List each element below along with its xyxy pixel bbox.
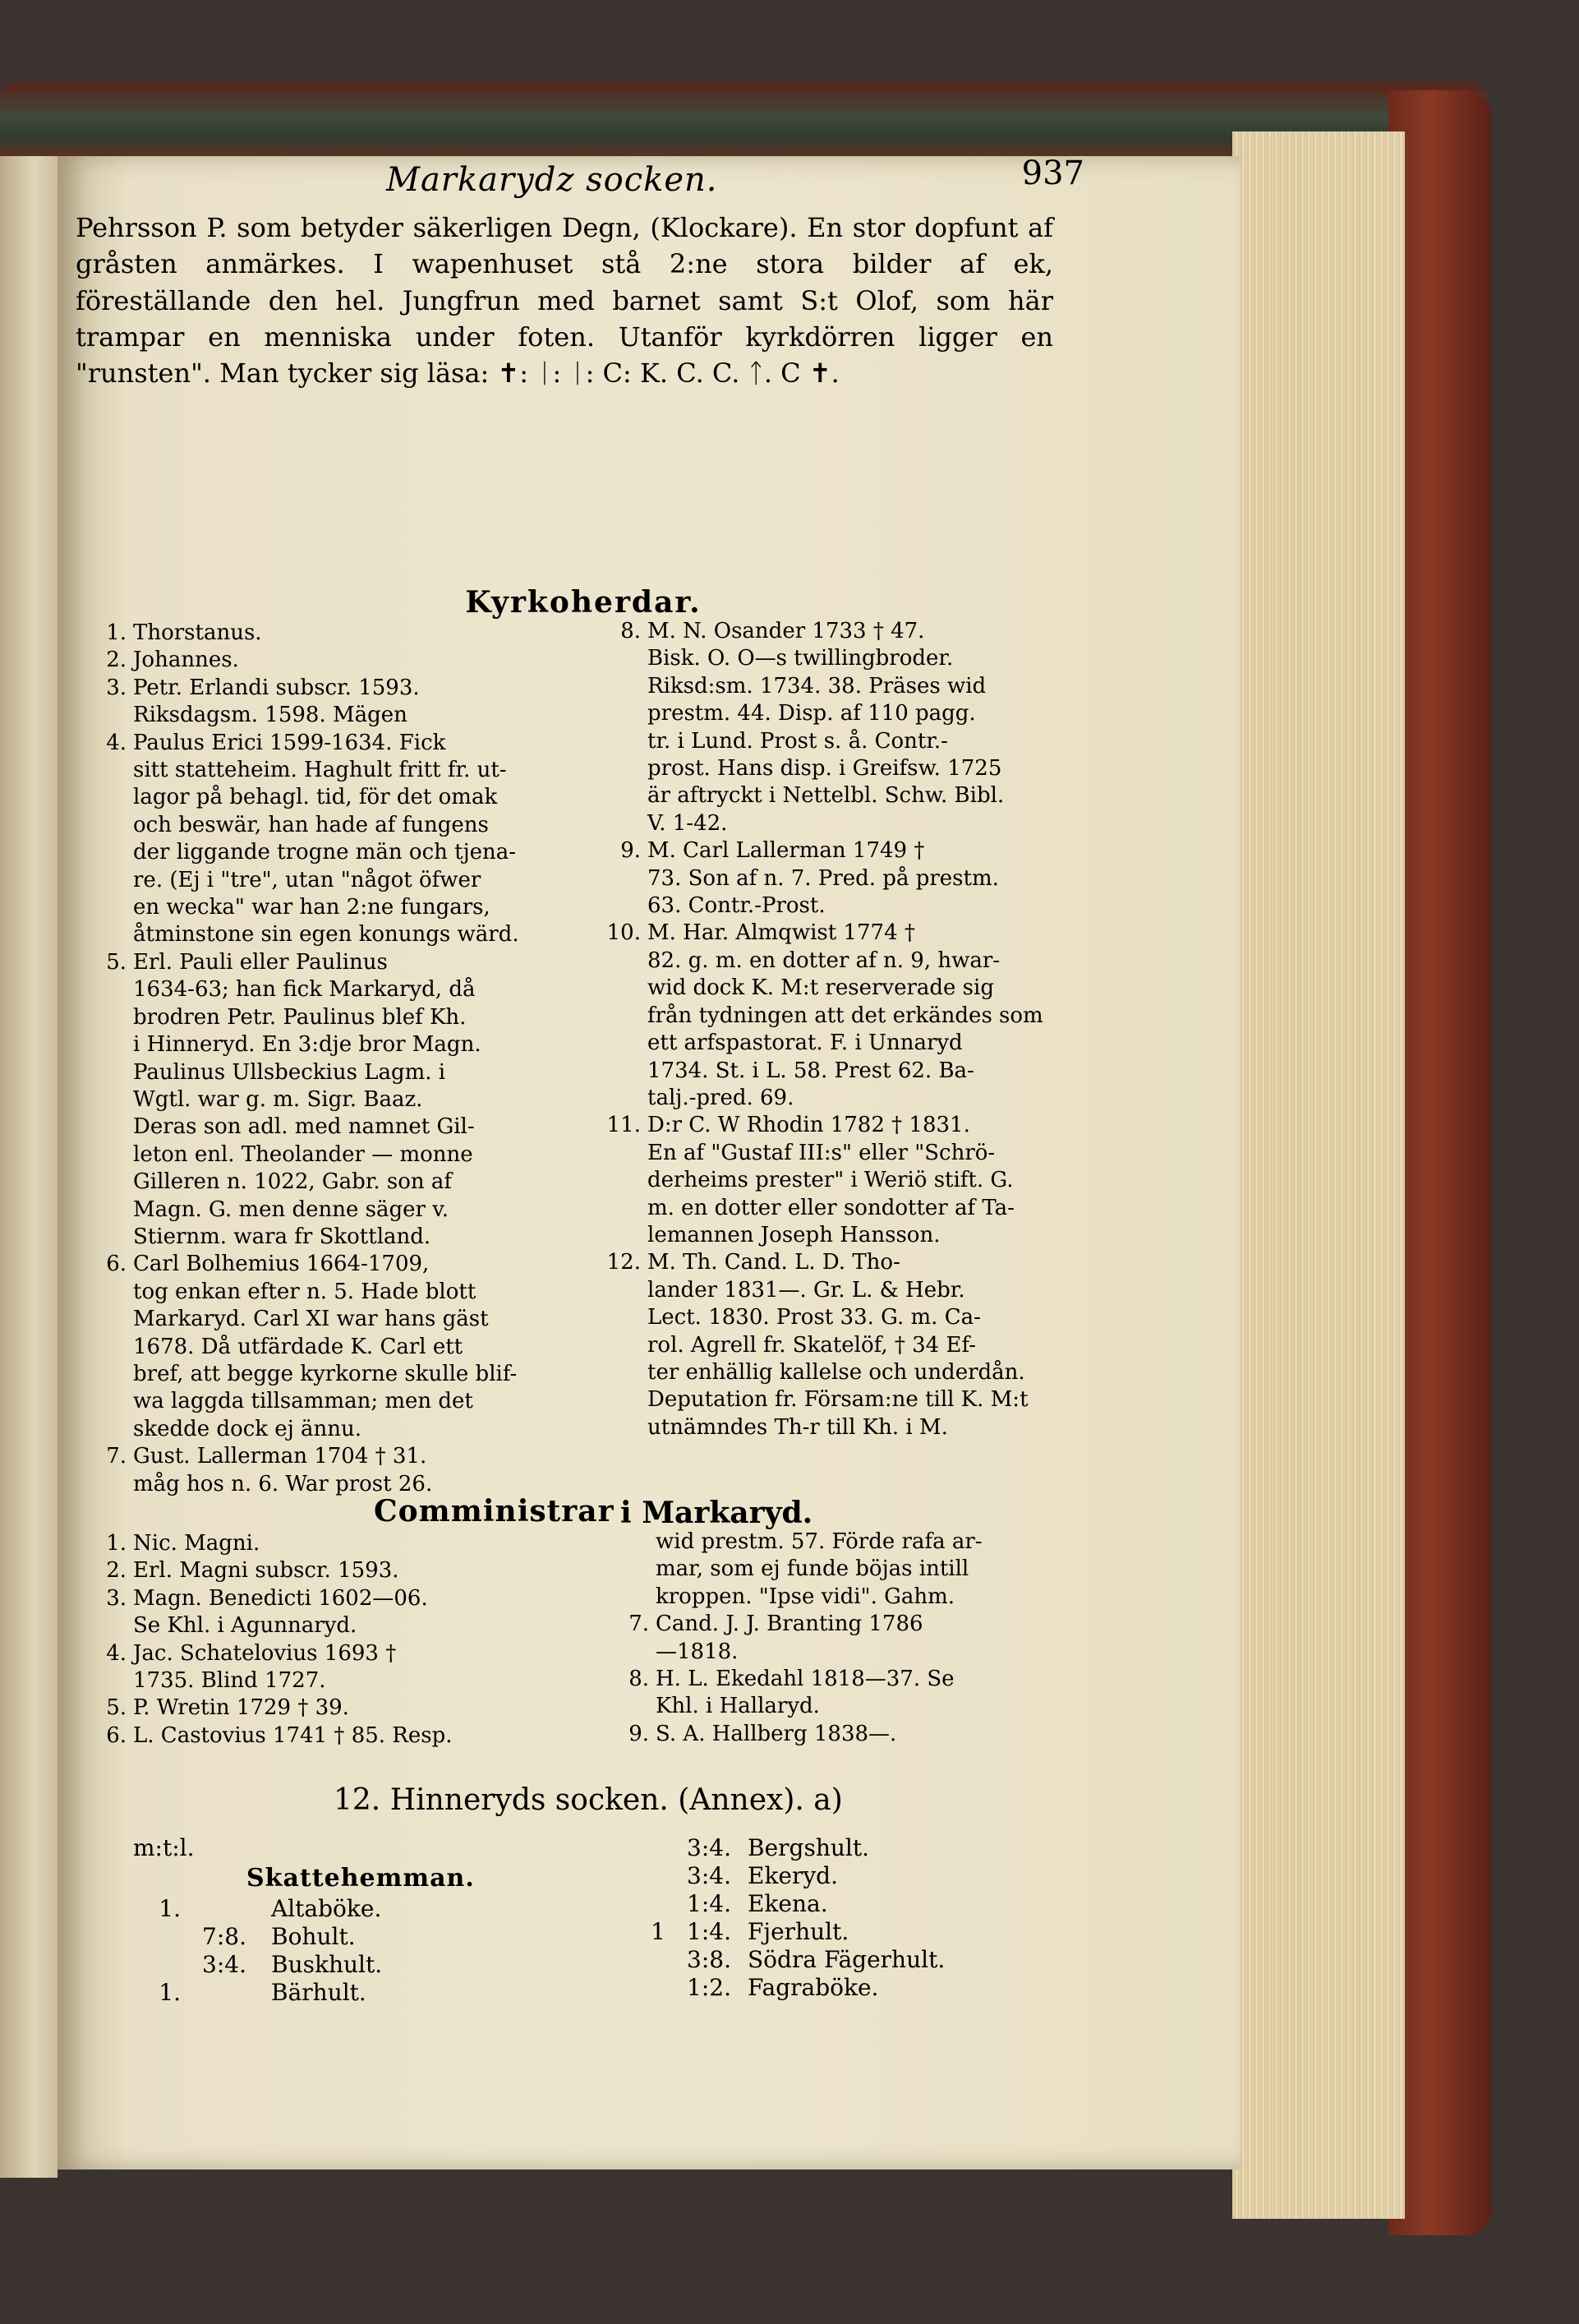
farm-name: Altaböke. xyxy=(271,1895,382,1922)
entry-text: M. Th. Cand. L. D. Tho- lander 1831—. Gr. L. & Hebr. Lect. 1830. Prost 33. G. m. Ca- rol. Agrell fr. Skatelöf, † 34 Ef- ter enhällig kallelse och underdån. Deputation fr. Försam:ne till K. M:t utnämndes Th-r till Kh. i M. xyxy=(647,1250,1029,1440)
entry xyxy=(106,1640,575,1695)
entry-text: Johannes. xyxy=(133,648,239,673)
entry-text: P. Wretin 1729 † 39. xyxy=(133,1695,349,1721)
entry-number: 2. xyxy=(106,648,127,673)
entry-text: Jac. Schatelovius 1693 † 1735. Blind 1727. xyxy=(133,1640,397,1694)
entry xyxy=(106,1251,575,1443)
entry-number: 4. xyxy=(106,1640,127,1666)
farm-row xyxy=(641,1946,1068,1974)
entry xyxy=(606,1249,1076,1441)
farm-row xyxy=(641,1974,1068,2002)
farm-name: Ekeryd. xyxy=(748,1862,839,1889)
entry-number: 9. xyxy=(620,838,641,864)
entry xyxy=(620,618,1076,837)
entry-number: 7. xyxy=(628,1612,649,1637)
skattehemman-heading: Skattehemman. xyxy=(246,1864,475,1893)
entry-number: 5. xyxy=(106,949,127,975)
entry-number: 8. xyxy=(620,619,641,643)
entry-text: M. N. Osander 1733 † 47. Bisk. O. O—s twillingbroder. Riksd:sm. 1734. 38. Präses wid prestm. 44. Disp. af 110 pagg. tr. i Lund. Prost s. å. Contr.- prost. Hans disp. i Greifsw. 1725 är aftryckt i Nettelbl. Schw. Bibl. V. 1-42. xyxy=(647,619,1005,836)
farm-name: Fagraböke. xyxy=(748,1974,879,2001)
farm-mantal-b: 1:2. xyxy=(687,1974,731,2001)
farm-row xyxy=(641,1918,1068,1946)
entry-text: wid prestm. 57. Förde rafa ar- mar, som ej funde böjas intill kroppen. "Ipse vidi". Gahm. xyxy=(656,1529,983,1609)
entry-number: 4. xyxy=(106,730,127,755)
entry-number: 12. xyxy=(606,1250,641,1275)
entry xyxy=(656,1529,1075,1611)
entry xyxy=(628,1721,1075,1748)
farm-list-right xyxy=(641,1834,1068,2002)
entry xyxy=(628,1666,1075,1721)
entry-text: Petr. Erlandi subscr. 1593. Riksdagsm. 1598. Mägen xyxy=(133,675,420,728)
entry-text: M. Har. Almqwist 1774 † 82. g. m. en dotter af n. 9, hwar- wid dock K. M:t reserverade sig från tydningen att det erkändes som ett arfspastorat. F. i Unnaryd 1734. St. i L. 58. Prest 62. Ba- talj.-pred. 69. xyxy=(647,920,1043,1110)
farm-mantal-b: 3:8. xyxy=(687,1946,731,1973)
entry xyxy=(106,1695,575,1722)
farm-mantal-b: 1:4. xyxy=(687,1890,731,1917)
entry-text: L. Castovius 1741 † 85. Resp. xyxy=(133,1722,453,1748)
comministrar-left-column xyxy=(106,1530,575,1750)
entry xyxy=(106,647,575,674)
entry-number: 1. xyxy=(106,620,127,645)
entry xyxy=(628,1611,1075,1666)
farm-mantal-b: 3:4. xyxy=(687,1862,731,1889)
farm-mantal-a: 1 xyxy=(651,1918,665,1945)
farm-name: Södra Fägerhult. xyxy=(748,1946,946,1973)
comministrar-heading-tail: i Markaryd. xyxy=(620,1496,813,1530)
kyrkoherdar-right-column xyxy=(606,618,1076,1441)
entry-number: 6. xyxy=(106,1252,127,1277)
farm-name: Bärhult. xyxy=(271,1979,366,2006)
entry-number: 8. xyxy=(628,1667,649,1692)
entry-text: Carl Bolhemius 1664-1709, tog enkan efter n. 5. Hade blott Markaryd. Carl XI war hans gäst 1678. Då utfärdade K. Carl ett bref, att begge kyrkorne skulle blif- wa laggda tillsamman; men det skedde dock ej ännu. xyxy=(133,1252,518,1441)
entry-text: Erl. Pauli eller Paulinus 1634-63; han fick Markaryd, då brodren Petr. Paulinus blef Kh. i Hinneryd. En 3:dje bror Magn. Paulinus Ullsbeckius Lagm. i Wgtl. war g. m. Sigr. Baaz. Deras son adl. med namnet Gil- leton enl. Theolander — monne Gilleren n. 1022, Gabr. son af Magn. G. men denne säger v. Stiernm. wara fr Skottland. xyxy=(133,949,481,1249)
page-number: 937 xyxy=(1021,154,1084,192)
entry xyxy=(106,1722,575,1750)
entry-number: 3. xyxy=(106,675,127,700)
page-title: Markarydz socken. xyxy=(386,161,718,199)
entry-text: Nic. Magni. xyxy=(133,1531,260,1556)
entry-number: 1. xyxy=(106,1531,127,1556)
comministrar-heading: Comministrar xyxy=(374,1494,615,1529)
entry-number: 7. xyxy=(106,1444,127,1469)
section-heading-kyrkoherdar: Kyrkoherdar. xyxy=(465,585,702,620)
farm-row xyxy=(641,1890,1068,1918)
running-header xyxy=(345,154,1084,210)
page-edges xyxy=(1232,131,1405,2219)
entry-text: S. A. Hallberg 1838—. xyxy=(656,1721,897,1746)
farm-name: Buskhult. xyxy=(271,1951,383,1978)
farm-mantal-a: 1. xyxy=(159,1979,181,2006)
entry-text: M. Carl Lallerman 1749 † 73. Son af n. 7. Pred. på prestm. 63. Contr.-Prost. xyxy=(647,838,999,919)
entry-number: 11. xyxy=(606,1113,641,1138)
farm-mantal-b: 3:4. xyxy=(202,1951,246,1978)
entry-text: Cand. J. J. Branting 1786 —1818. xyxy=(656,1612,923,1664)
farm-mantal-b: 1:4. xyxy=(687,1918,731,1945)
entry-number: 5. xyxy=(106,1695,127,1721)
farm-list-left xyxy=(156,1895,452,2007)
entry-number: 2. xyxy=(106,1558,127,1584)
entry xyxy=(620,837,1076,920)
entry-text: Paulus Erici 1599-1634. Fick sitt statteheim. Haghult fritt fr. ut- lagor på behagl. tid, för det omak och beswär, han hade af fungens der liggande trogne män och tjena- re. (Ej i "tre", utan "något öfwer en wecka" war han 2:ne fungars, åtminstone sin egen konungs wärd. xyxy=(133,730,519,948)
intro-paragraph: Pehrsson P. som betyder säkerligen Degn, (Klockare). En stor dopfunt af gråsten anmärkes. I wapenhuset stå 2:ne stora bilder af ek, föreställande den hel. Jungfrun med barnet samt S:t Olof, som här trampar en menniska under foten. Utanför kyrkdörren ligger en "runsten". Man tycker sig läsa: ✝: ᛁ: ᛁ: C: K. C. C. ᛏ. C ✝. xyxy=(76,212,1053,390)
entry-number: 10. xyxy=(606,920,641,946)
farm-name: Ekena. xyxy=(748,1890,828,1917)
facing-page-edge xyxy=(0,156,58,2178)
entry-text: H. L. Ekedahl 1818—37. Se Khl. i Hallaryd. xyxy=(656,1667,955,1719)
farm-row xyxy=(641,1834,1068,1862)
farm-mantal-b: 3:4. xyxy=(687,1834,731,1861)
entry xyxy=(106,730,575,949)
farm-row xyxy=(156,1895,452,1923)
farm-name: Bohult. xyxy=(271,1923,356,1950)
entry-text: Gust. Lallerman 1704 † 31. måg hos n. 6. War prost 26. xyxy=(133,1444,433,1496)
entry xyxy=(106,675,575,730)
entry xyxy=(106,1557,575,1584)
section-12-heading: 12. Hinneryds socken. (Annex). a) xyxy=(334,1783,843,1817)
entry-text: Thorstanus. xyxy=(133,620,262,645)
entry-number: 3. xyxy=(106,1585,127,1611)
farm-name: Fjerhult. xyxy=(748,1918,849,1945)
comministrar-right-column xyxy=(628,1529,1075,1748)
entry xyxy=(106,1530,575,1557)
farm-mantal-a: 1. xyxy=(159,1895,181,1922)
entry-text: Magn. Benedicti 1602—06. Se Khl. i Agunnaryd. xyxy=(133,1585,428,1639)
entry-text: D:r C. W Rhodin 1782 † 1831. En af "Gustaf III:s" eller "Schrö- derheims prester" i Weriö stift. G. m. en dotter eller sondotter af Ta- lemannen Joseph Hansson. xyxy=(647,1113,1015,1247)
entry xyxy=(106,949,575,1251)
entry xyxy=(606,920,1076,1112)
entry-number: 9. xyxy=(628,1721,649,1746)
entry xyxy=(106,620,575,647)
kyrkoherdar-left-column xyxy=(106,620,575,1498)
entry-text: Erl. Magni subscr. 1593. xyxy=(133,1558,399,1584)
entry xyxy=(106,1443,575,1498)
farm-row xyxy=(641,1862,1068,1890)
farm-row xyxy=(156,1923,452,1951)
farm-mantal-b: 7:8. xyxy=(202,1923,246,1950)
entry xyxy=(606,1112,1076,1249)
farm-row xyxy=(156,1979,452,2007)
entry xyxy=(106,1585,575,1640)
farm-row xyxy=(156,1951,452,1979)
farm-name: Bergshult. xyxy=(748,1834,869,1861)
mtl-label: m:t:l. xyxy=(133,1834,195,1861)
entry-number: 6. xyxy=(106,1722,127,1748)
